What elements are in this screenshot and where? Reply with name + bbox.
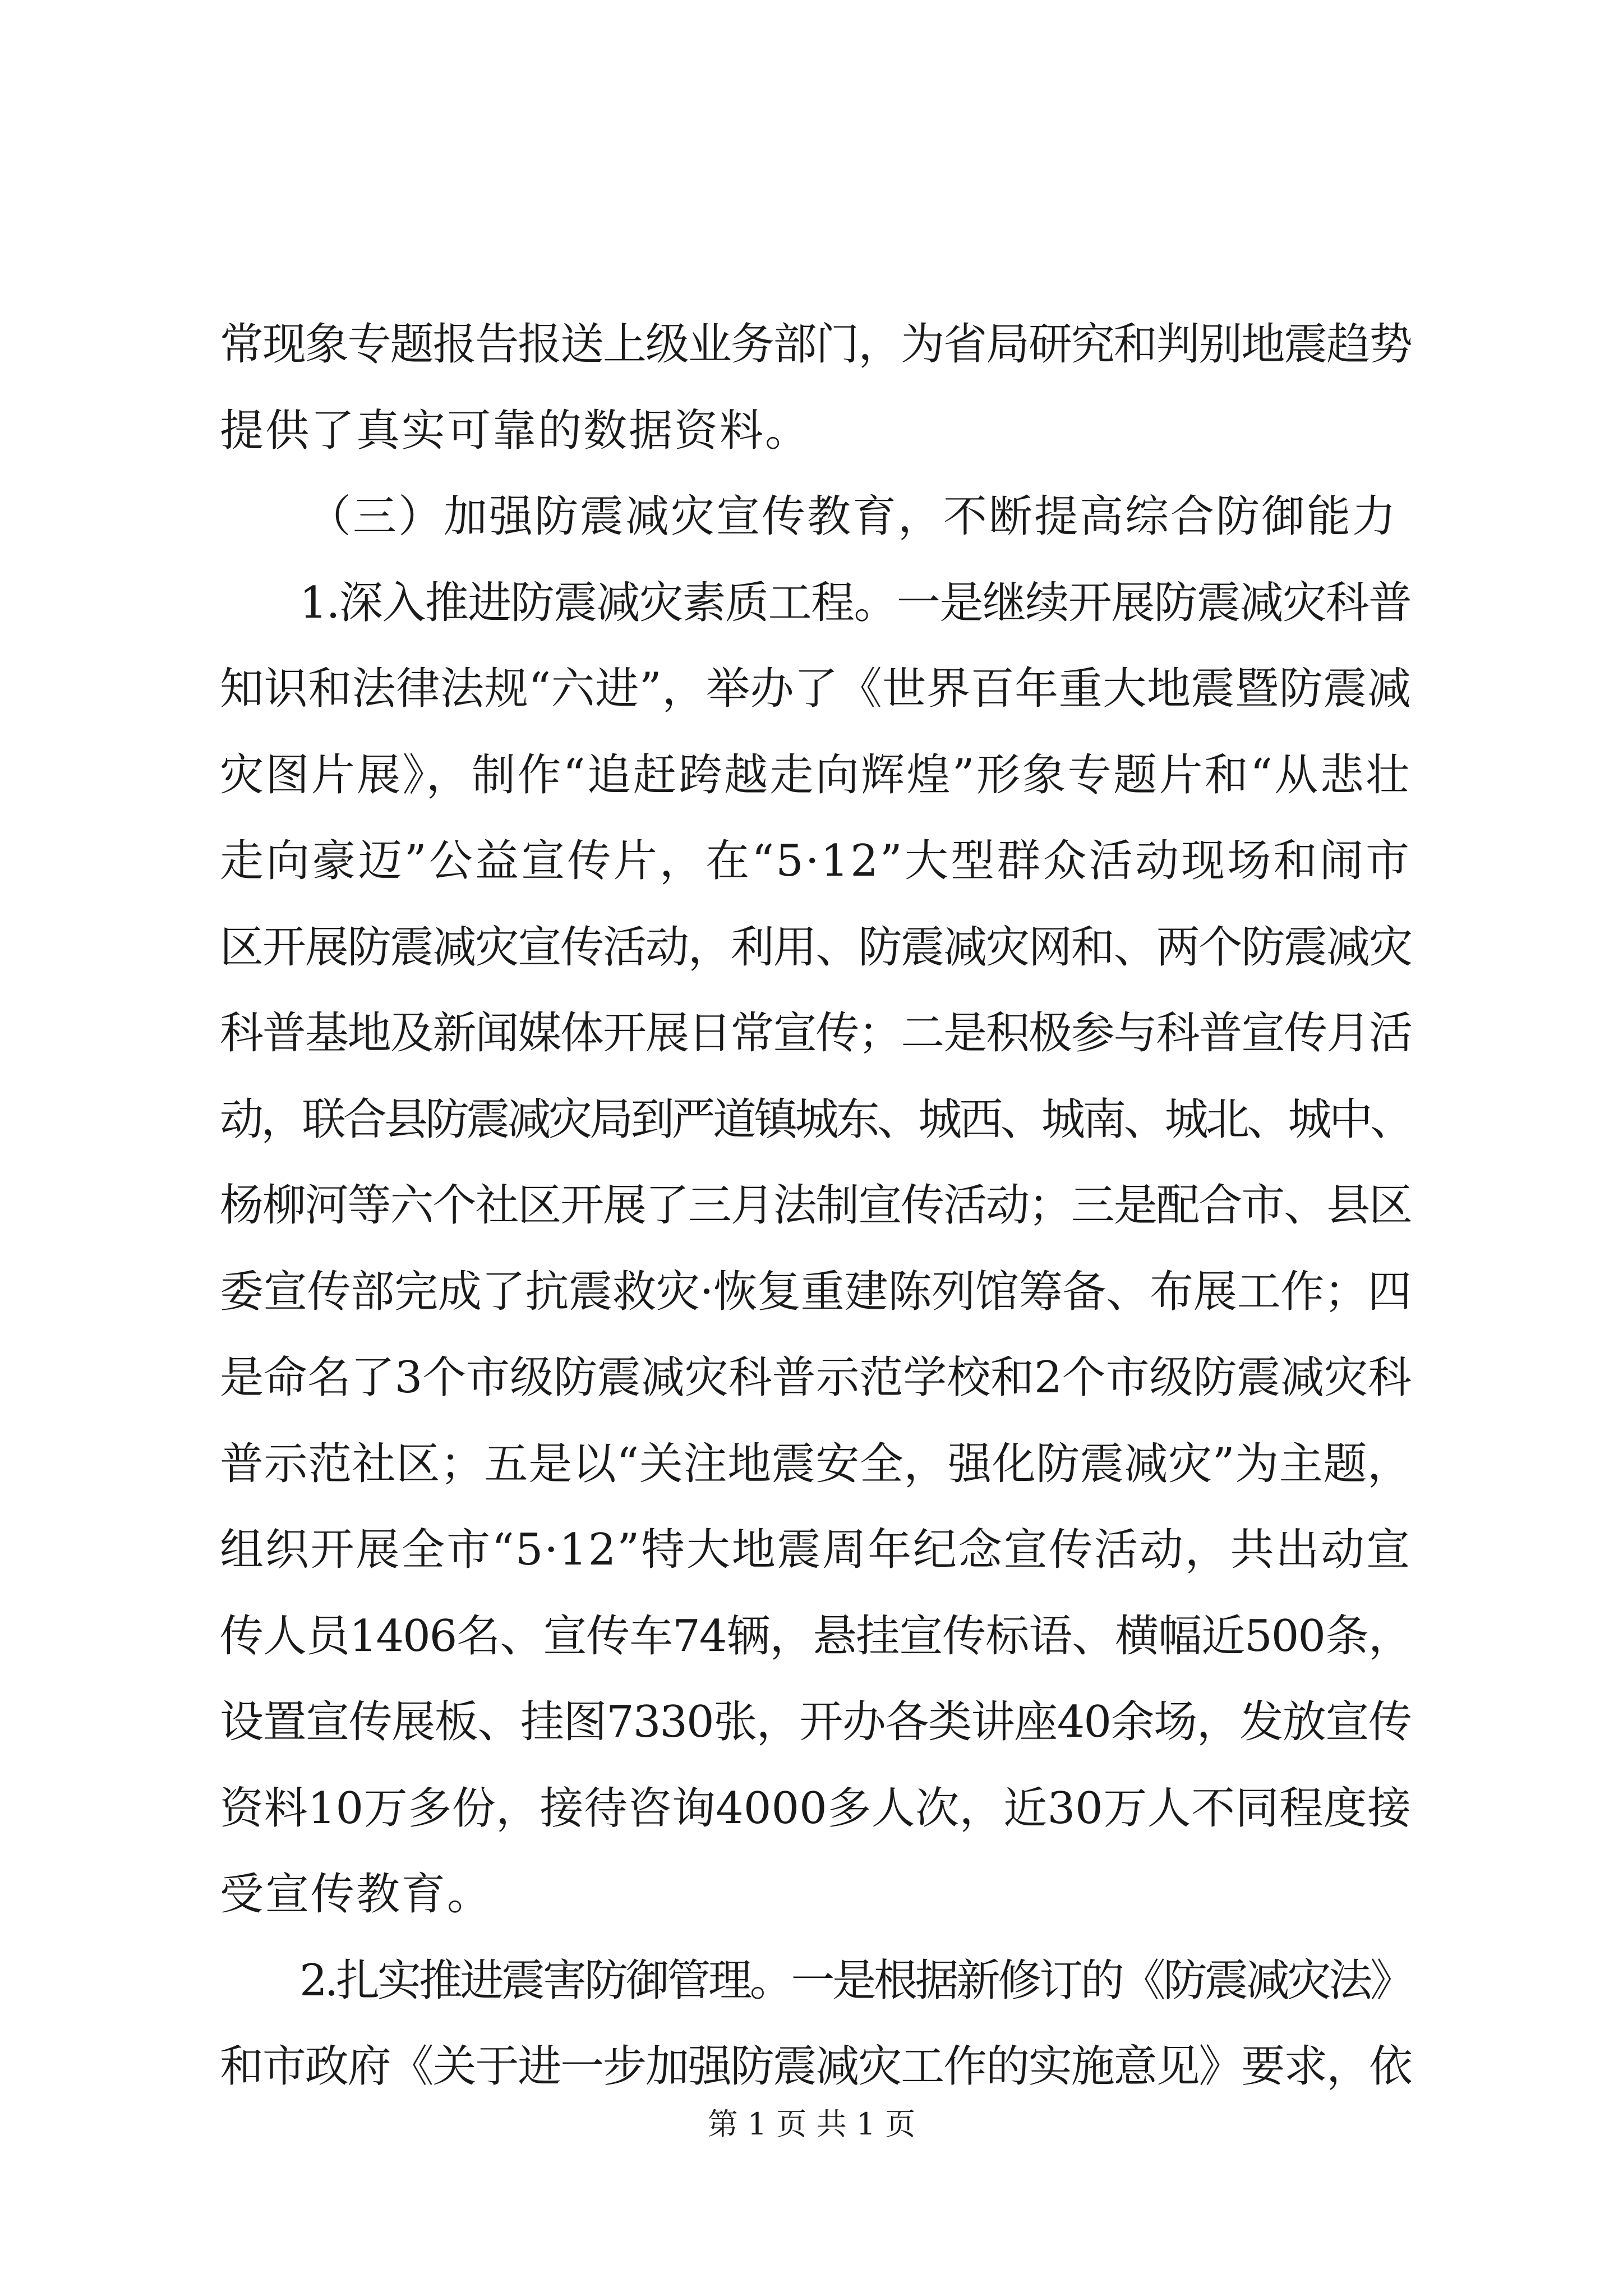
text-line: 杨柳河等六个社区开展了三月法制宣传活动；三是配合市、县区 [220, 1180, 1411, 1231]
text-line: 资料10万多份，接待咨询4000多人次，近30万人不同程度接 [220, 1783, 1411, 1834]
document-body [220, 302, 1411, 2110]
text-line: 受宣传教育。 [220, 1869, 493, 1920]
text-line: 和市政府《关于进一步加强防震减灾工作的实施意见》要求，依 [220, 2041, 1411, 2092]
text-line: 委宣传部完成了抗震救灾·恢复重建陈列馆筹备、布展工作；四 [220, 1266, 1411, 1317]
text-line: 走向豪迈”公益宣传片，在“5·12”大型群众活动现场和闹市 [220, 836, 1411, 886]
text-line: 区开展防震减灾宣传活动，利用、防震减灾网和、两个防震减灾 [220, 922, 1411, 973]
text-line: 常现象专题报告报送上级业务部门，为省局研究和判别地震趋势 [220, 319, 1411, 370]
text-line: 提供了真实可靠的数据资料。 [220, 405, 811, 456]
text-line: 普示范社区；五是以“关注地震安全，强化防震减灾”为主题， [220, 1438, 1411, 1489]
text-line: （三）加强防震减灾宣传教育，不断提高综合防御能力 [307, 491, 1398, 542]
text-line: 组织开展全市“5·12”特大地震周年纪念宣传活动，共出动宣 [220, 1525, 1411, 1575]
text-line: 科普基地及新闻媒体开展日常宣传；二是积极参与科普宣传月活 [220, 1008, 1411, 1059]
text-line: 动，联合县防震减灾局到严道镇城东、城西、城南、城北、城中、 [220, 1094, 1411, 1145]
text-line: 2.扎实推进震害防御管理。一是根据新修订的《防震减灾法》 [299, 1955, 1411, 2006]
text-line: 知识和法律法规“六进”，举办了《世界百年重大地震暨防震减 [220, 664, 1411, 714]
text-line: 设置宣传展板、挂图7330张，开办各类讲座40余场，发放宣传 [220, 1697, 1411, 1747]
page-footer: 第 1 页 共 1 页 [707, 2106, 916, 2142]
text-line: 灾图片展》，制作“追赶跨越走向辉煌”形象专题片和“从悲壮 [220, 749, 1411, 800]
text-line: 1.深入推进防震减灾素质工程。一是继续开展防震减灾科普 [299, 577, 1411, 628]
text-line: 传人员1406名、宣传车74辆，悬挂宣传标语、横幅近500条， [220, 1611, 1411, 1662]
text-line: 是命名了3个市级防震减灾科普示范学校和2个市级防震减灾科 [220, 1352, 1411, 1403]
